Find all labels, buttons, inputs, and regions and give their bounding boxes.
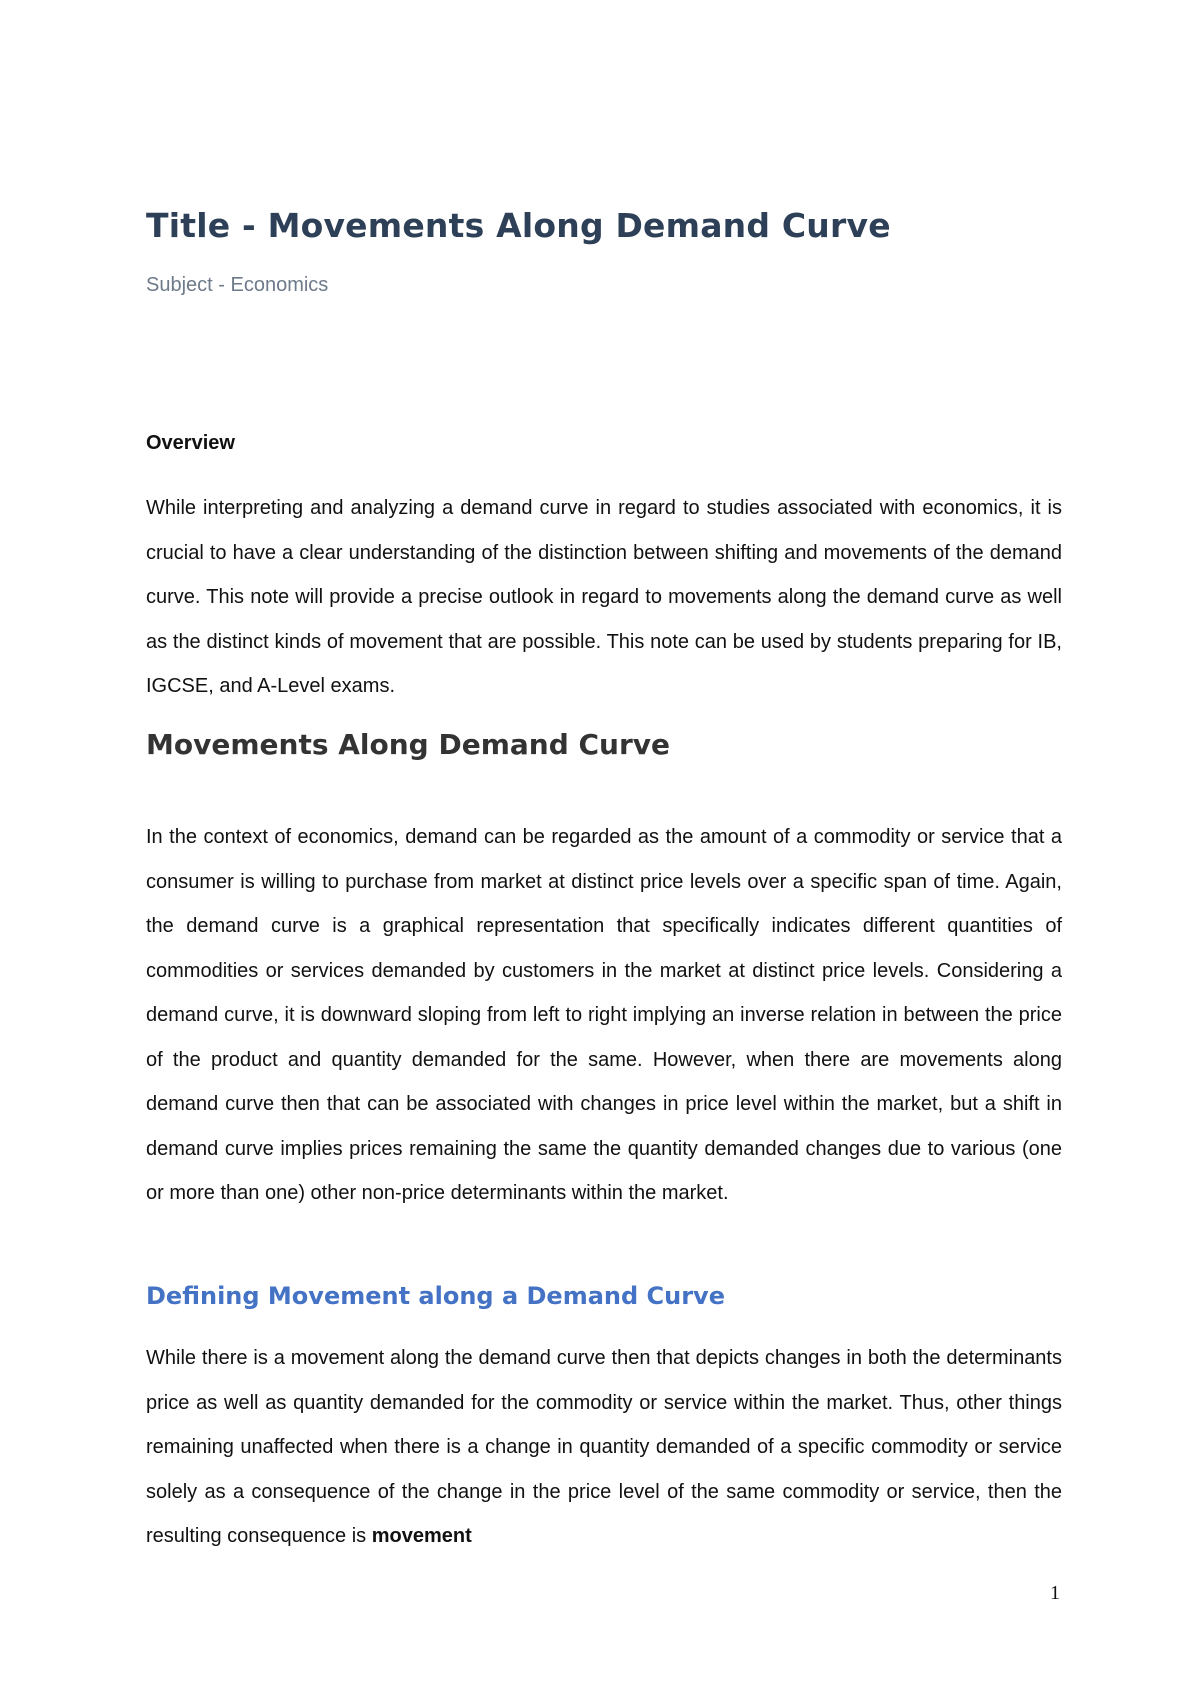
section-heading: Movements Along Demand Curve	[146, 728, 671, 761]
overview-section	[146, 486, 1062, 709]
document-title: Title - Movements Along Demand Curve	[146, 206, 891, 245]
subsection-paragraph-text: While there is a movement along the demand curve then that depicts changes in both the determinants price as well as quantity demanded for the commodity or service within the market. Thus, other things remaining unaffected when there is a change in quantity demanded of a specific commodity or service solely as a consequence of the change in the price level of the same commodity or service, then the resulting consequence is	[146, 1347, 1062, 1547]
page-number: 1	[1050, 1582, 1060, 1604]
subsection-body	[146, 1336, 1062, 1559]
overview-heading: Overview	[146, 432, 235, 454]
subsection-paragraph	[146, 1336, 1062, 1559]
overview-paragraph: While interpreting and analyzing a demand curve in regard to studies associated with economics, it is crucial to have a clear understanding of the distinction between shifting and movements of the demand curve. This note will provide a precise outlook in regard to movements along the demand curve as well as the distinct kinds of movement that are possible. This note can be used by students preparing for IB, IGCSE, and A-Level exams.	[146, 497, 1062, 697]
bold-term: movement	[371, 1525, 472, 1547]
subsection-heading: Defining Movement along a Demand Curve	[146, 1282, 725, 1310]
section-paragraph: In the context of economics, demand can be regarded as the amount of a commodity or service that a consumer is willing to purchase from market at distinct price levels over a specific span of time. Again, the demand curve is a graphical representation that specifically indicates different quantities of commodities or services demanded by customers in the market at distinct price levels. Considering a demand curve, it is downward sloping from left to right implying an inverse relation in between the price of the product and quantity demanded for the same. However, when there are movements along demand curve then that can be associated with changes in price level within the market, but a shift in demand curve implies prices remaining the same the quantity demanded changes due to various (one or more than one) other non-price determinants within the market.	[146, 826, 1062, 1204]
document-subtitle: Subject - Economics	[146, 274, 329, 296]
section-body	[146, 815, 1062, 1216]
